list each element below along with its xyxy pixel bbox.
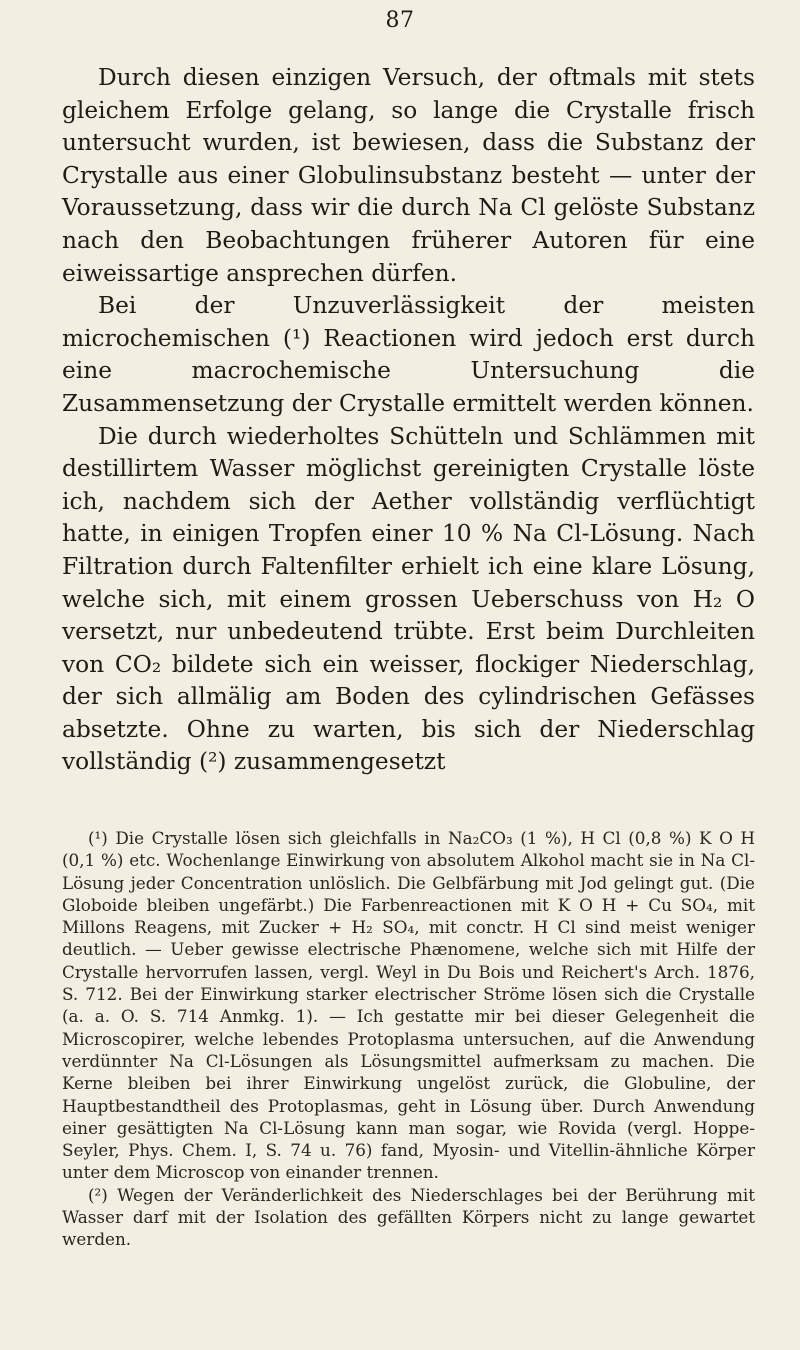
- main-text: [62, 62, 755, 779]
- footnotes: [62, 827, 755, 1251]
- paragraph-3: Die durch wiederholtes Schütteln und Schlämmen mit destillirtem Wasser möglichst gereinigten Crystalle löste ich, nachdem sich der Aether vollständig verflüchtigt hatte, in einigen Tropfen einer 10 % Na Cl-Lösung. Nach Filtration durch Faltenfilter erhielt ich eine klare Lösung, welche sich, mit einem grossen Ueberschuss von H₂ O versetzt, nur unbedeutend trübte. Erst beim Durchleiten von CO₂ bildete sich ein weisser, flockiger Niederschlag, der sich allmälig am Boden des cylindrischen Gefässes absetzte. Ohne zu warten, bis sich der Niederschlag vollständig (²) zusammengesetzt: [62, 422, 755, 776]
- footnote-1: (¹) Die Crystalle lösen sich gleichfalls in Na₂CO₃ (1 %), H Cl (0,8 %) K O H (0,1 %) etc. Wochenlange Einwirkung von absolutem Alkohol macht sie in Na Cl-Lösung jeder Concentration unlöslich. Die Gelbfärbung mit Jod gelingt gut. (Die Globoide bleiben ungefärbt.) Die Farbenreactionen mit K O H + Cu SO₄, mit Millons Reagens, mit Zucker + H₂ SO₄, mit conctr. H Cl sind meist weniger deutlich. — Ueber gewisse electrische Phænomene, welche sich mit Hilfe der Crystalle hervorrufen lassen, vergl. Weyl in Du Bois und Reichert's Arch. 1876, S. 712. Bei der Einwirkung starker electrischer Ströme lösen sich die Crystalle (a. a. O. S. 714 Anmkg. 1). — Ich gestatte mir bei dieser Gelegenheit die Microscopirer, welche lebendes Protoplasma untersuchen, auf die Anwendung verdünnter Na Cl-Lösungen als Lösungsmittel aufmerksam zu machen. Die Kerne bleiben bei ihrer Einwirkung ungelöst zurück, die Globuline, der Hauptbestandtheil des Protoplasmas, geht in Lösung über. Durch Anwendung einer gesättigten Na Cl-Lösung kann man sogar, wie Rovida (vergl. Hoppe-Seyler, Phys. Chem. I, S. 74 u. 76) fand, Myosin- und Vitellin-ähnliche Körper unter dem Microscop von einander trennen.: [62, 828, 755, 1183]
- footnote-2: (²) Wegen der Veränderlichkeit des Niederschlages bei der Berührung mit Wasser darf mit der Isolation des gefällten Körpers nicht zu lange gewartet werden.: [62, 1184, 755, 1250]
- paragraph-2: Bei der Unzuverlässigkeit der meisten microchemischen (¹) Reactionen wird jedoch erst durch eine macrochemische Untersuchung die Zusammensetzung der Crystalle ermittelt werden können.: [62, 292, 755, 417]
- paragraph-1: Durch diesen einzigen Versuch, der oftmals mit stets gleichem Erfolge gelang, so lange die Crystalle frisch untersucht wurden, ist bewiesen, dass die Substanz der Crystalle aus einer Globulinsubstanz besteht — unter der Voraussetzung, dass wir die durch Na Cl gelöste Substanz nach den Beobachtungen früherer Autoren für eine eiweissartige ansprechen dürfen.: [62, 64, 755, 287]
- page-number: 87: [385, 8, 415, 33]
